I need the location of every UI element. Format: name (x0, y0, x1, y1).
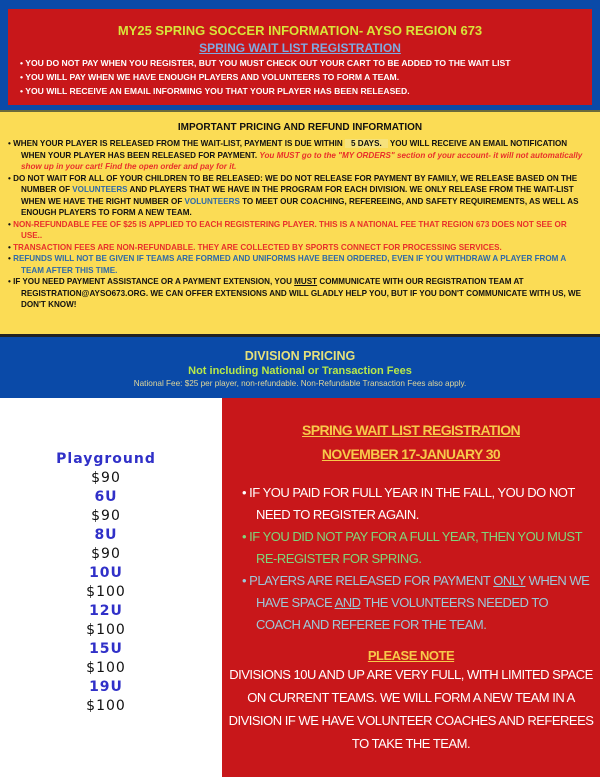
text: PLAYERS ARE RELEASED FOR PAYMENT (249, 573, 491, 588)
price-list-panel (0, 398, 222, 777)
text: VOLUNTEERS (72, 185, 128, 194)
division-name: 12U (89, 603, 123, 619)
text: COMMUNICATE WITH OUR REGISTRATION TEAM AT REGISTRATION@AYSO673.ORG. WE CAN OFFER EXTENSIONS AND WILL GLADLY HELP YOU, BUT IF YOU DON'T COMMUNICATE WITH US, WE DON'T KNOW! (21, 277, 582, 309)
list-item: • TRANSACTION FEES ARE NON-REFUNDABLE. THEY ARE COLLECTED BY SPORTS CONNECT FOR PROCESSING SERVICES. (8, 242, 586, 254)
division-subtitle: Not including National or Transaction Fees (188, 365, 412, 377)
header-banner (0, 0, 600, 110)
list-item: • YOU WILL RECEIVE AN EMAIL INFORMING YOU THAT YOUR PLAYER HAS BEEN RELEASED. (20, 86, 592, 96)
info-box (8, 9, 592, 105)
section-title: IMPORTANT PRICING AND REFUND INFORMATION (177, 122, 423, 133)
text: IF YOU NEED PAYMENT ASSISTANCE OR A PAYMENT EXTENSION, YOU (13, 277, 292, 286)
list-item: • REFUNDS WILL NOT BE GIVEN IF TEAMS ARE FORMED AND UNIFORMS HAVE BEEN ORDERED, EVEN IF YOU WITHDRAW A PLAYER FROM A TEAM AFTER THIS TIME. (8, 253, 586, 276)
list-item: • IF YOU DID NOT PAY FOR A FULL YEAR, THEN YOU MUST RE-REGISTER FOR SPRING. (242, 526, 590, 570)
list-item: • IF YOU PAID FOR FULL YEAR IN THE FALL, YOU DO NOT NEED TO REGISTER AGAIN. (242, 482, 590, 526)
please-note-title: PLEASE NOTE (367, 648, 455, 663)
text: WHEN WE HAVE SPACE (256, 573, 590, 610)
division-price: $100 (86, 584, 126, 600)
division-name: 8U (94, 527, 118, 543)
refund-section (0, 110, 600, 337)
division-note: National Fee: $25 per player, non-refundable. Non-Refundable Transaction Fees also apply. (133, 379, 467, 388)
text: MUST (294, 277, 318, 286)
division-name: 6U (94, 489, 118, 505)
price-list (0, 450, 222, 716)
division-name: 15U (89, 641, 123, 657)
division-price: $90 (91, 546, 121, 562)
division-pricing-header (0, 337, 600, 398)
subtitle: SPRING WAIT LIST REGISTRATION (199, 41, 401, 55)
list-item: • YOU DO NOT PAY WHEN YOU REGISTER, BUT YOU MUST CHECK OUT YOUR CART TO BE ADDED TO THE WAIT LIST (20, 58, 592, 68)
division-price: $100 (86, 698, 126, 714)
division-name: 10U (89, 565, 123, 581)
list-item (242, 570, 590, 636)
waitlist-dates: NOVEMBER 17-JANUARY 30 (321, 446, 501, 462)
text: AND PLAYERS THAT WE HAVE IN THE PROGRAM FOR EACH DIVISION. WE ONLY RELEASE FROM THE WAIT-LIST WHEN WE HAVE THE RIGHT NUMBER OF (21, 185, 574, 206)
division-price: $90 (91, 508, 121, 524)
text: YOU WILL RECEIVE AN EMAIL NOTIFICATION WHEN YOUR PLAYER HAS BEEN RELEASED FOR PAYMENT. (21, 139, 568, 160)
orders-note: You MUST go to the "MY ORDERS" section of your account- it will not automatically show up in your cart! Find the open order and pay for it. (21, 150, 583, 171)
text: ONLY (493, 573, 526, 588)
list-item: • NON-REFUNDABLE FEE OF $25 IS APPLIED TO EACH REGISTERING PLAYER. THIS IS A NATIONAL FEE THAT REGION 673 DOES NOT SEE OR USE.. (8, 219, 586, 242)
division-title: DIVISION PRICING (244, 349, 356, 363)
please-note-text: DIVISIONS 10U AND UP ARE VERY FULL, WITH LIMITED SPACE ON CURRENT TEAMS. WE WILL FORM A NEW TEAM IN A DIVISION IF WE HAVE VOLUNTEER COACHES AND REFEREES TO TAKE THE TEAM. (228, 667, 594, 751)
waitlist-list (242, 482, 590, 636)
division-price: $100 (86, 660, 126, 676)
refund-list (8, 138, 586, 311)
waitlist-panel (222, 398, 600, 777)
division-price: $90 (91, 470, 121, 486)
text: VOLUNTEERS (184, 196, 240, 206)
text: TO MEET OUR COACHING, REFEREEING, AND SAFETY REQUIREMENTS, AS WELL AS ENOUGH PLAYERS TO FORM A NEW TEAM. (21, 196, 579, 217)
page-title: MY25 SPRING SOCCER INFORMATION- AYSO REGION 673 (117, 23, 483, 38)
list-item (8, 138, 586, 173)
text: WHEN YOUR PLAYER IS RELEASED FROM THE WAIT-LIST, PAYMENT IS DUE WITHIN (13, 139, 343, 148)
days-highlight: 5 DAYS. (345, 139, 388, 148)
division-price: $100 (86, 622, 126, 638)
text: AND (334, 595, 361, 610)
division-name: 19U (89, 679, 123, 695)
list-item: • YOU WILL PAY WHEN WE HAVE ENOUGH PLAYERS AND VOLUNTEERS TO FORM A TEAM. (20, 72, 592, 82)
waitlist-title: SPRING WAIT LIST REGISTRATION (301, 422, 520, 438)
text: DO NOT WAIT FOR ALL OF YOUR CHILDREN TO BE RELEASED: WE DO NOT RELEASE FOR PAYMENT BY FAMILY, WE RELEASE BASED ON THE NUMBER OF (13, 173, 578, 194)
division-name: Playground (56, 451, 156, 467)
text: THE VOLUNTEERS NEEDED TO COACH AND REFEREE FOR THE TEAM. (256, 595, 549, 632)
info-list (20, 58, 592, 96)
list-item (8, 276, 586, 311)
list-item (8, 173, 586, 219)
